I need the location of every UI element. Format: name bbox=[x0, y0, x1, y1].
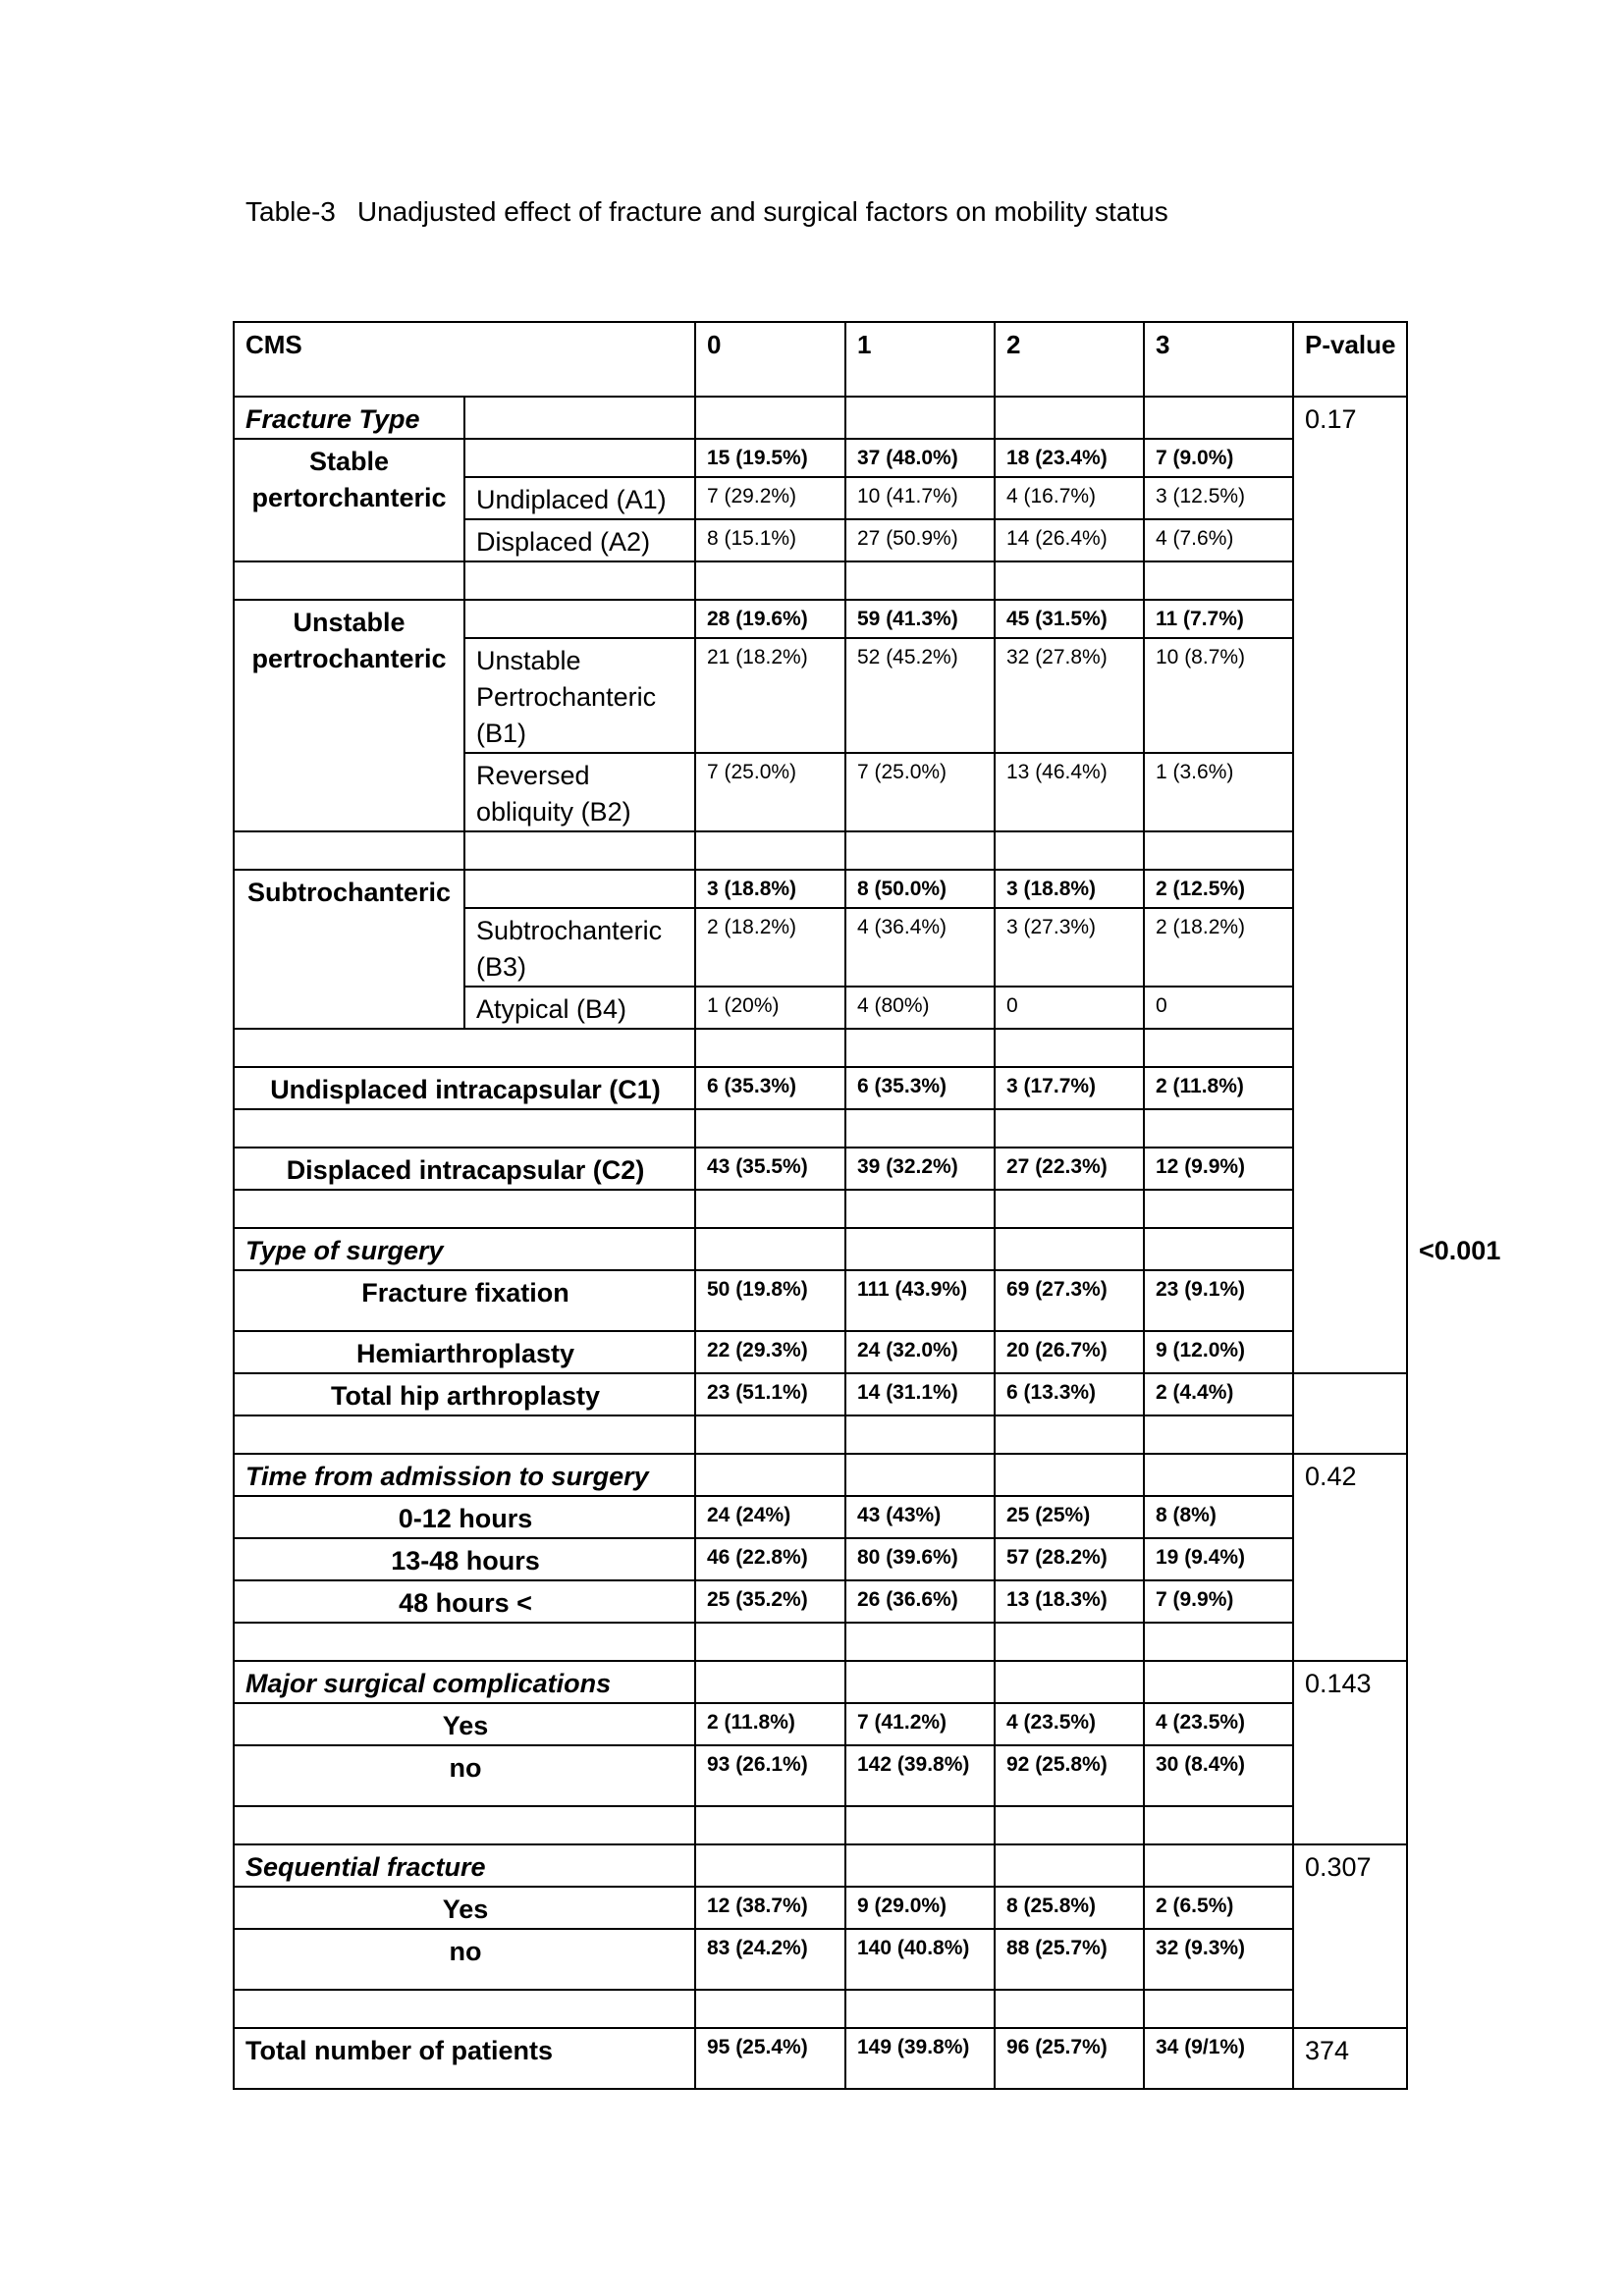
value-cell: 6 (35.3%) bbox=[695, 1067, 845, 1109]
value-cell: 4 (23.5%) bbox=[995, 1703, 1144, 1745]
value-cell: 83 (24.2%) bbox=[695, 1929, 845, 1990]
value-cell: 2 (12.5%) bbox=[1144, 870, 1293, 908]
header-row bbox=[234, 322, 1407, 397]
subgroup-label: Atypical (B4) bbox=[464, 987, 695, 1029]
value-cell: 25 (25%) bbox=[995, 1496, 1144, 1538]
value-cell: 27 (22.3%) bbox=[995, 1148, 1144, 1190]
value-cell: 88 (25.7%) bbox=[995, 1929, 1144, 1990]
value-cell: 4 (80%) bbox=[845, 987, 995, 1029]
header-cms: CMS bbox=[234, 322, 695, 397]
group-row-subtrochanteric bbox=[234, 870, 1407, 908]
value-cell: 9 (12.0%) bbox=[1144, 1331, 1293, 1373]
value-cell: 96 (25.7%) bbox=[995, 2028, 1144, 2089]
spacer-row bbox=[234, 1806, 1407, 1844]
spacer-row bbox=[234, 561, 1407, 600]
value-cell: 3 (12.5%) bbox=[1144, 477, 1293, 519]
header-pvalue: P-value bbox=[1293, 322, 1407, 397]
value-cell: 2 (11.8%) bbox=[695, 1703, 845, 1745]
value-cell: 23 (51.1%) bbox=[695, 1373, 845, 1415]
value-cell: 2 (18.2%) bbox=[695, 908, 845, 987]
section-row-fracture-type bbox=[234, 397, 1407, 439]
group-label: Unstable pertrochanteric bbox=[234, 600, 464, 831]
section-label: Time from admission to surgery bbox=[234, 1454, 695, 1496]
value-cell: 7 (25.0%) bbox=[845, 753, 995, 831]
value-cell: 7 (41.2%) bbox=[845, 1703, 995, 1745]
spacer-row bbox=[234, 1029, 1407, 1067]
value-cell: 27 (50.9%) bbox=[845, 519, 995, 561]
pvalue-fracture-type: 0.17 bbox=[1293, 397, 1407, 1373]
value-cell: 43 (35.5%) bbox=[695, 1148, 845, 1190]
value-cell: 26 (36.6%) bbox=[845, 1580, 995, 1623]
value-cell: 20 (26.7%) bbox=[995, 1331, 1144, 1373]
row-label: Displaced intracapsular (C2) bbox=[234, 1148, 695, 1190]
value-cell: 6 (35.3%) bbox=[845, 1067, 995, 1109]
spacer-row bbox=[234, 1415, 1407, 1454]
header-cms-2: 2 bbox=[995, 322, 1144, 397]
value-cell: 4 (36.4%) bbox=[845, 908, 995, 987]
group-row-unstable bbox=[234, 600, 1407, 638]
group-label: Stable pertorchanteric bbox=[234, 439, 464, 561]
value-cell: 10 (41.7%) bbox=[845, 477, 995, 519]
row-label: no bbox=[234, 1929, 695, 1990]
value-cell: 14 (26.4%) bbox=[995, 519, 1144, 561]
spacer-row bbox=[234, 831, 1407, 870]
spacer-row bbox=[234, 1109, 1407, 1148]
spacer-row bbox=[234, 1623, 1407, 1661]
table-row bbox=[234, 1580, 1407, 1623]
value-cell: 3 (27.3%) bbox=[995, 908, 1144, 987]
value-cell: 25 (35.2%) bbox=[695, 1580, 845, 1623]
value-cell: 23 (9.1%) bbox=[1144, 1270, 1293, 1331]
header-cms-1: 1 bbox=[845, 322, 995, 397]
value-cell: 12 (38.7%) bbox=[695, 1887, 845, 1929]
value-cell: 18 (23.4%) bbox=[995, 439, 1144, 477]
value-cell: 22 (29.3%) bbox=[695, 1331, 845, 1373]
value-cell: 14 (31.1%) bbox=[845, 1373, 995, 1415]
row-label: Fracture fixation bbox=[234, 1270, 695, 1331]
value-cell: 46 (22.8%) bbox=[695, 1538, 845, 1580]
value-cell: 1 (20%) bbox=[695, 987, 845, 1029]
table-row bbox=[234, 1496, 1407, 1538]
value-cell: 149 (39.8%) bbox=[845, 2028, 995, 2089]
table-caption: Unadjusted effect of fracture and surgical factors on mobility status bbox=[356, 196, 1168, 227]
value-cell: 39 (32.2%) bbox=[845, 1148, 995, 1190]
row-label: 48 hours < bbox=[234, 1580, 695, 1623]
total-patients: 374 bbox=[1293, 2028, 1407, 2089]
subgroup-label: Subtrochanteric (B3) bbox=[464, 908, 695, 987]
value-cell: 7 (29.2%) bbox=[695, 477, 845, 519]
value-cell: 21 (18.2%) bbox=[695, 638, 845, 753]
section-row-time bbox=[234, 1454, 1407, 1496]
row-label: Hemiarthroplasty bbox=[234, 1331, 695, 1373]
value-cell: 13 (46.4%) bbox=[995, 753, 1144, 831]
value-cell: 0 bbox=[995, 987, 1144, 1029]
row-label: Yes bbox=[234, 1703, 695, 1745]
value-cell: 59 (41.3%) bbox=[845, 600, 995, 638]
value-cell: 2 (18.2%) bbox=[1144, 908, 1293, 987]
value-cell: 2 (11.8%) bbox=[1144, 1067, 1293, 1109]
spacer-row bbox=[234, 1990, 1407, 2028]
value-cell: 32 (27.8%) bbox=[995, 638, 1144, 753]
section-row-surgery: Type of surgery <0.001 bbox=[234, 1228, 1407, 1270]
value-cell: 142 (39.8%) bbox=[845, 1745, 995, 1806]
group-row-stable bbox=[234, 439, 1407, 477]
value-cell: 32 (9.3%) bbox=[1144, 1929, 1293, 1990]
value-cell: 2 (6.5%) bbox=[1144, 1887, 1293, 1929]
value-cell: 8 (15.1%) bbox=[695, 519, 845, 561]
value-cell: 19 (9.4%) bbox=[1144, 1538, 1293, 1580]
value-cell: 28 (19.6%) bbox=[695, 600, 845, 638]
spacer-row bbox=[234, 1190, 1407, 1228]
value-cell: 24 (32.0%) bbox=[845, 1331, 995, 1373]
table-row bbox=[234, 1887, 1407, 1929]
value-cell: 12 (9.9%) bbox=[1144, 1148, 1293, 1190]
row-label: 0-12 hours bbox=[234, 1496, 695, 1538]
table-title bbox=[245, 196, 1168, 228]
table-row bbox=[234, 1538, 1407, 1580]
pvalue-complications: 0.143 bbox=[1293, 1661, 1407, 1844]
table-row bbox=[234, 1148, 1407, 1190]
subgroup-label: Undiplaced (A1) bbox=[464, 477, 695, 519]
table-row bbox=[234, 1703, 1407, 1745]
value-cell: 7 (9.0%) bbox=[1144, 439, 1293, 477]
value-cell: 57 (28.2%) bbox=[995, 1538, 1144, 1580]
total-row bbox=[234, 2028, 1407, 2089]
value-cell: 80 (39.6%) bbox=[845, 1538, 995, 1580]
value-cell: 2 (4.4%) bbox=[1144, 1373, 1293, 1415]
value-cell: 93 (26.1%) bbox=[695, 1745, 845, 1806]
value-cell: 52 (45.2%) bbox=[845, 638, 995, 753]
section-label: Sequential fracture bbox=[234, 1844, 695, 1887]
value-cell: 3 (18.8%) bbox=[695, 870, 845, 908]
value-cell: 24 (24%) bbox=[695, 1496, 845, 1538]
value-cell: 4 (7.6%) bbox=[1144, 519, 1293, 561]
table-row bbox=[234, 1373, 1407, 1415]
row-label: Yes bbox=[234, 1887, 695, 1929]
section-row-sequential bbox=[234, 1844, 1407, 1887]
value-cell: 140 (40.8%) bbox=[845, 1929, 995, 1990]
value-cell: 8 (50.0%) bbox=[845, 870, 995, 908]
value-cell: 8 (8%) bbox=[1144, 1496, 1293, 1538]
value-cell: 3 (18.8%) bbox=[995, 870, 1144, 908]
value-cell: 3 (17.7%) bbox=[995, 1067, 1144, 1109]
table-row bbox=[234, 1331, 1407, 1373]
table-row bbox=[234, 1067, 1407, 1109]
row-label: no bbox=[234, 1745, 695, 1806]
value-cell: 50 (19.8%) bbox=[695, 1270, 845, 1331]
subgroup-label: Unstable Pertrochanteric (B1) bbox=[464, 638, 695, 753]
pvalue-sequential: 0.307 bbox=[1293, 1844, 1407, 2028]
value-cell: 6 (13.3%) bbox=[995, 1373, 1144, 1415]
group-label: Subtrochanteric bbox=[234, 870, 464, 1029]
value-cell: 9 (29.0%) bbox=[845, 1887, 995, 1929]
value-cell: 43 (43%) bbox=[845, 1496, 995, 1538]
value-cell: 34 (9/1%) bbox=[1144, 2028, 1293, 2089]
section-label: Fracture Type bbox=[234, 397, 464, 439]
table-number: Table-3 bbox=[245, 196, 336, 227]
value-cell: 10 (8.7%) bbox=[1144, 638, 1293, 753]
mobility-status-table bbox=[233, 321, 1501, 2090]
value-cell: 1 (3.6%) bbox=[1144, 753, 1293, 831]
value-cell: 7 (9.9%) bbox=[1144, 1580, 1293, 1623]
section-label: Major surgical complications bbox=[234, 1661, 695, 1703]
value-cell: 95 (25.4%) bbox=[695, 2028, 845, 2089]
value-cell: 4 (23.5%) bbox=[1144, 1703, 1293, 1745]
value-cell: 13 (18.3%) bbox=[995, 1580, 1144, 1623]
row-label: Total hip arthroplasty bbox=[234, 1373, 695, 1415]
subgroup-label: Displaced (A2) bbox=[464, 519, 695, 561]
section-row-complications bbox=[234, 1661, 1407, 1703]
header-cms-3: 3 bbox=[1144, 322, 1293, 397]
table-row bbox=[234, 1270, 1407, 1331]
value-cell: 37 (48.0%) bbox=[845, 439, 995, 477]
value-cell: 30 (8.4%) bbox=[1144, 1745, 1293, 1806]
value-cell: 8 (25.8%) bbox=[995, 1887, 1144, 1929]
value-cell: 92 (25.8%) bbox=[995, 1745, 1144, 1806]
section-label: Type of surgery bbox=[234, 1228, 695, 1270]
row-label: Total number of patients bbox=[234, 2028, 695, 2089]
value-cell: 15 (19.5%) bbox=[695, 439, 845, 477]
value-cell: 45 (31.5%) bbox=[995, 600, 1144, 638]
subgroup-label: Reversed obliquity (B2) bbox=[464, 753, 695, 831]
table-row bbox=[234, 1745, 1407, 1806]
row-label: Undisplaced intracapsular (C1) bbox=[234, 1067, 695, 1109]
header-cms-0: 0 bbox=[695, 322, 845, 397]
value-cell: 4 (16.7%) bbox=[995, 477, 1144, 519]
table-row bbox=[234, 1929, 1407, 1990]
row-label: 13-48 hours bbox=[234, 1538, 695, 1580]
value-cell: 111 (43.9%) bbox=[845, 1270, 995, 1331]
pvalue-time: 0.42 bbox=[1293, 1454, 1407, 1661]
value-cell: 69 (27.3%) bbox=[995, 1270, 1144, 1331]
value-cell: 7 (25.0%) bbox=[695, 753, 845, 831]
value-cell: 11 (7.7%) bbox=[1144, 600, 1293, 638]
value-cell: 0 bbox=[1144, 987, 1293, 1029]
